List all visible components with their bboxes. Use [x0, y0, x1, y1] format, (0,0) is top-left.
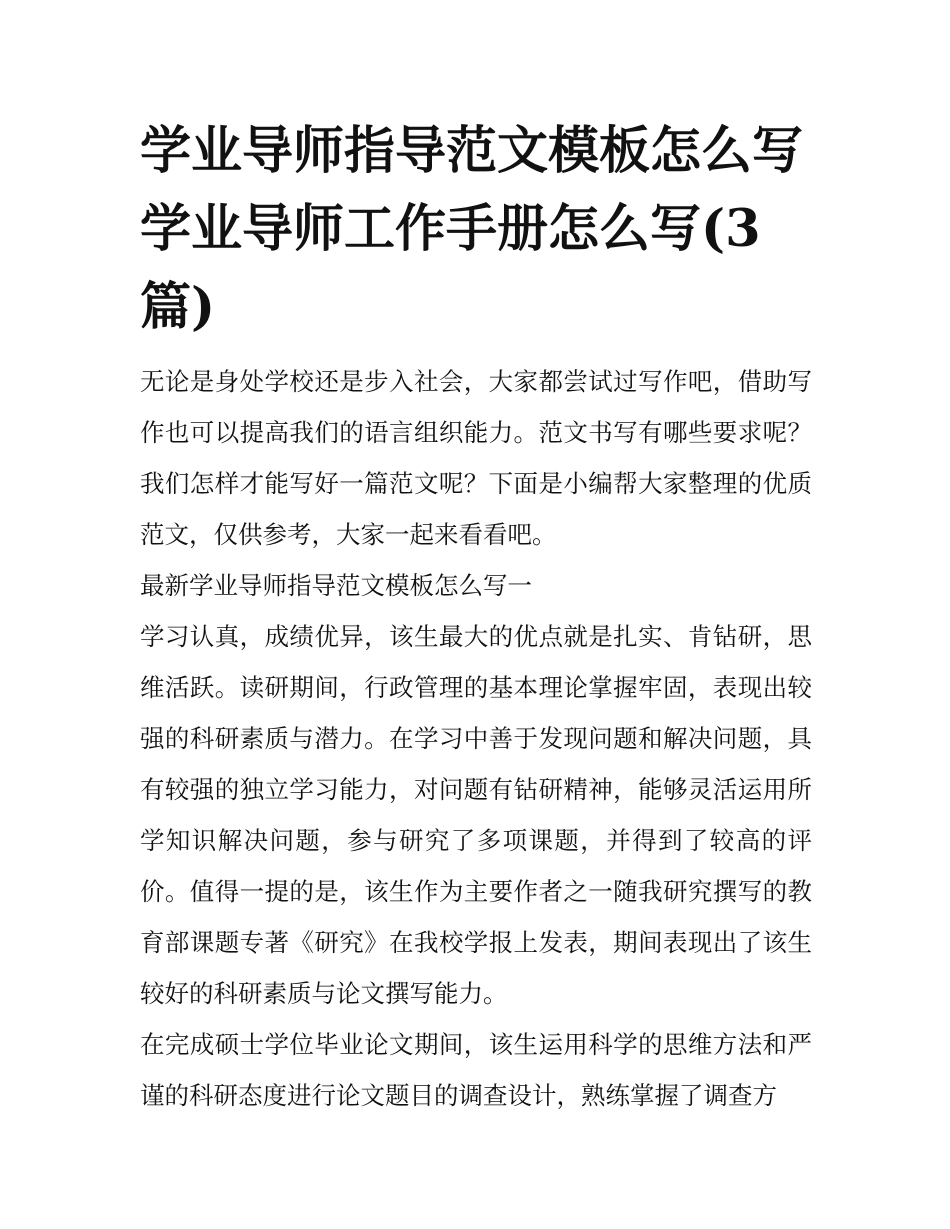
intro-paragraph: 无论是身处学校还是步入社会，大家都尝试过写作吧，借助写作也可以提高我们的语言组织能力。范文书写有哪些要求呢？我们怎样才能写好一篇范文呢？下面是小编帮大家整理的优质范文，仅供参考，大家一起来看看吧。: [140, 367, 812, 549]
document-title: 学业导师指导范文模板怎么写 学业导师工作手册怎么写(3篇): [140, 121, 804, 337]
body-paragraph-2: 在完成硕士学位毕业论文期间，该生运用科学的思维方法和严谨的科研态度进行论文题目的调查设计，熟练掌握了调查方: [140, 1030, 812, 1110]
document-body: [140, 356, 812, 1121]
body-paragraph-1: 学习认真，成绩优异，该生最大的优点就是扎实、肯钻研，思维活跃。读研期间，行政管理的基本理论掌握牢固，表现出较强的科研素质与潜力。在学习中善于发现问题和解决问题，具有较强的独立学习能力，对问题有钻研精神，能够灵活运用所学知识解决问题，参与研究了多项课题，并得到了较高的评价。值得一提的是，该生作为主要作者之一随我研究撰写的教育部课题专著《研究》在我校学报上发表，期间表现出了该生较好的科研素质与论文撰写能力。: [140, 622, 812, 1008]
section-heading: 最新学业导师指导范文模板怎么写一: [140, 571, 532, 600]
